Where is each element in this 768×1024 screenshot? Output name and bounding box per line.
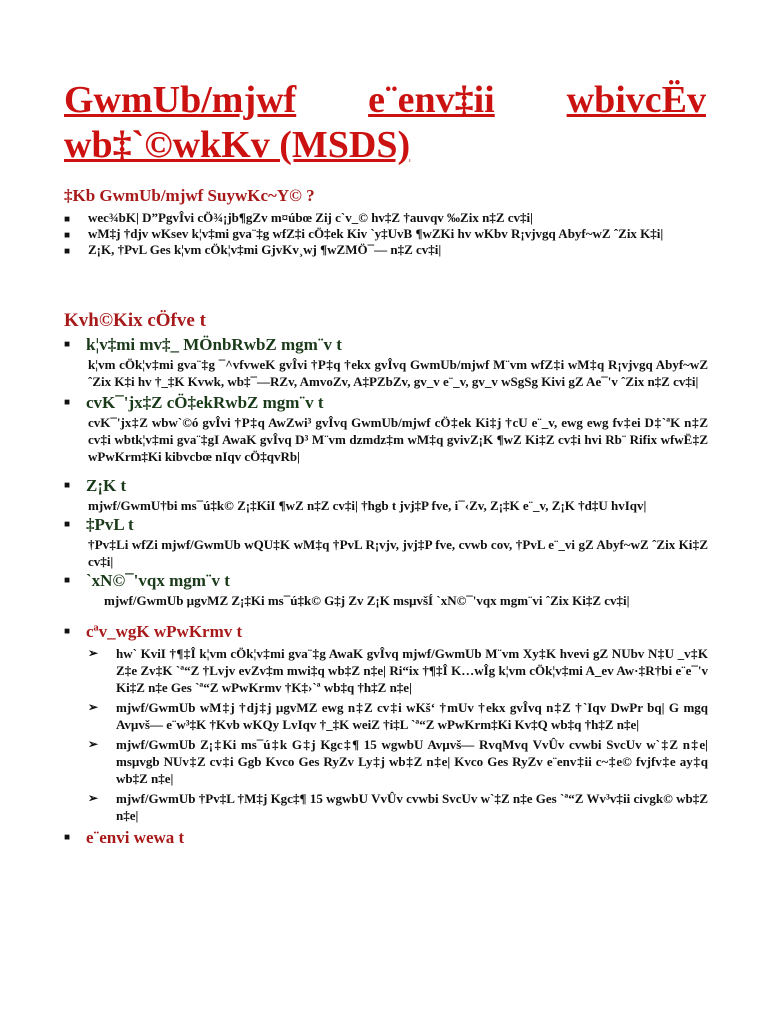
list-item-text: mjwf/GwmUb wM‡j †dj‡j µgvMZ ewg n‡Z cv‡i wKš‘ †mUv †ekx gvÎvq n‡Z †`Iqv DwPr bq| G mgq Avµvš— e¨w³‡K †Kvb wKQy LvIqv †_‡K weiZ †i‡L `ª“Z wPwKrm‡Ki Kv‡Q wb‡q †h‡Z n‡e| <box>116 700 708 732</box>
arrow-bullet-icon: ➢ <box>88 646 99 660</box>
item-text: mjwf/GwmUb µgvMZ Z¡‡Ki ms¯ú‡k© G‡j Zv Z¡K msµvšÍ `xN©¯'vqx mgm¨vi ˆZix Ki‡Z cv‡i| <box>104 593 630 608</box>
list-item <box>64 392 708 465</box>
list-item <box>86 736 708 787</box>
list-item <box>64 210 708 226</box>
title-word: e¨env‡ii <box>368 79 495 121</box>
list-item-text: wec¾bK| D”PgvÎvi cÖ¾¡jb¶gZv m¤úbœ Zij c`v_© hv‡Z †auvqv ‰Zix n‡Z cv‡i| <box>88 210 533 225</box>
list-item-text: Z¡K, †PvL Ges k¦vm cÖk¦v‡mi GjvKv¸wj ¶wZMÖ¯— n‡Z cv‡i| <box>88 242 442 257</box>
list-item <box>64 475 708 514</box>
list-item <box>64 242 708 258</box>
item-heading: ‡PvL t <box>86 515 134 534</box>
title-word: wbivcËv <box>566 79 706 121</box>
list-item <box>64 226 708 242</box>
item-text: mjwf/GwmU†bi ms¯ú‡k© Z¡‡KiI ¶wZ n‡Z cv‡i| †hgb t jvj‡P fve, i¯‹Zv, Z¡‡K e¨_v, Z¡K †d‡U hvIqv| <box>88 498 647 513</box>
square-bullet-icon: ■ <box>64 230 71 241</box>
item-text: k¦vm cÖk¦v‡mi gva¨‡g ¯^vfvweK gvÎvi †P‡q †ekx gvÎvq GwmUb/mjwf M¨vm wfZ‡i wM‡q R¡vjvgq Abyf~wZ ˆZix K‡i hv †_‡K Kvwk, wb‡¯—RZv, AmvoZv, A‡PZbZv, gv_v e¨_v, gv_v wSgSg Kivi gZ Ae¯'v ˆZix n‡Z cv‡i| <box>88 357 708 389</box>
section-heading: Kvh©Kix cÖfve t <box>64 310 206 331</box>
square-bullet-icon: ■ <box>64 519 71 530</box>
list-item <box>86 699 708 733</box>
list-item-text: mjwf/GwmUb Z¡‡Ki ms¯ú‡k G‡j Kgc‡¶ 15 wgwbU Avµvš— RvqMvq VvÛv cvwbi SvcUv w`‡Z n‡e| msµvgb NUv‡Z cv‡i Ggb Kvco Ges RyZv Ly‡j wb‡Z n‡e| Kvco Ges RyZv e¨env‡ii c~‡e© fvjfv‡e ay‡q wb‡Z n‡e| <box>116 737 708 786</box>
item-text: cvK¯'jx‡Z wbw`©ó gvÎvi †P‡q AwZwi³ gvÎvq GwmUb/mjwf cÖ‡ek Ki‡j †cU e¨_v, ewg ewg fv‡ei D‡`ªK n‡Z cv‡i wbtk¦v‡mi gva¨‡gI AwaK gvÎvq D³ M¨vm dzmdz‡m wM‡q gvivZ¡K ¶wZ Ki‡Z cv‡i hvi Rb¨ Rifix wfwË‡Z wPwKrm‡Ki kibvcbœ nIqv cÖ‡qvRb| <box>88 415 708 464</box>
square-bullet-icon: ■ <box>64 480 71 491</box>
item-heading: Z¡K t <box>86 476 127 495</box>
list-item <box>64 570 708 609</box>
usage-heading: e¨envi wewa t <box>86 828 185 847</box>
first-aid-list <box>86 645 708 824</box>
title-line-1 <box>64 78 706 123</box>
intro-bullet-list <box>64 210 708 258</box>
square-bullet-icon: ■ <box>64 246 71 257</box>
square-bullet-icon: ■ <box>64 626 71 637</box>
list-item <box>86 645 708 696</box>
effects-list <box>64 334 708 849</box>
first-aid-heading: cªv_wgK wPwKrmv t <box>86 622 243 641</box>
list-item <box>64 621 708 824</box>
square-bullet-icon: ■ <box>64 339 71 350</box>
arrow-bullet-icon: ➢ <box>88 737 99 751</box>
arrow-bullet-icon: ➢ <box>88 700 99 714</box>
title-word: GwmUb/mjwf <box>64 79 297 121</box>
arrow-bullet-icon: ➢ <box>88 791 99 805</box>
item-heading: cvK¯'jx‡Z cÖ‡ekRwbZ mgm¨v t <box>86 393 324 412</box>
square-bullet-icon: ■ <box>64 397 71 408</box>
list-item <box>86 790 708 824</box>
item-heading: k¦v‡mi mv‡_ MÖnbRwbZ mgm¨v t <box>86 335 342 354</box>
list-item-text: hw` KviI †¶‡Î k¦vm cÖk¦v‡mi gva¨‡g AwaK gvÎvq mjwf/GwmUb M¨vm Xy‡K hvevi gZ NUbv N‡U _v‡K Z‡e Zv‡K `ª“Z †Lvjv evZv‡m mwi‡q wb‡Z n‡e| Ri“ix †¶‡Î K…wÎg k¦vm cÖk¦v‡mi A_ev Aw·‡R†bi e¨e¯'v Ki‡Z n‡e Ges `ª“Z wPwKrmv †K‡›`ª wb‡q †h‡Z n‡e| <box>116 646 708 695</box>
question-heading: ‡Kb GwmUb/mjwf SuywKc~Y© ? <box>64 186 315 205</box>
item-heading: `xN©¯'vqx mgm¨v t <box>86 571 230 590</box>
square-bullet-icon: ■ <box>64 832 71 843</box>
list-item-text: mjwf/GwmUb †Pv‡L †M‡j Kgc‡¶ 15 wgwbU VvÛv cvwbi SvcUv w`‡Z n‡e Ges `ª“Z Wv³v‡ii civgk© wb‡Z n‡e| <box>116 791 708 823</box>
title-line-2: wb‡`©wkKv (MSDS) <box>64 124 411 166</box>
list-item-text: wM‡j †djv wKsev k¦v‡mi gva¨‡g wfZ‡i cÖ‡ek Kiv `y‡UvB ¶wZKi hv wKbv R¡vjvgq Abyf~wZ ˆZix K‡i| <box>88 226 664 241</box>
page-title <box>64 78 706 168</box>
list-item <box>64 514 708 570</box>
square-bullet-icon: ■ <box>64 214 71 225</box>
list-item <box>64 334 708 390</box>
square-bullet-icon: ■ <box>64 575 71 586</box>
list-item <box>64 827 708 849</box>
item-text: †Pv‡Li wfZi mjwf/GwmUb wQU‡K wM‡q †PvL R¡vjv, jvj‡P fve, cvwb cov, †PvL e¨_vi gZ Abyf~wZ ˆZix Ki‡Z cv‡i| <box>88 537 708 569</box>
